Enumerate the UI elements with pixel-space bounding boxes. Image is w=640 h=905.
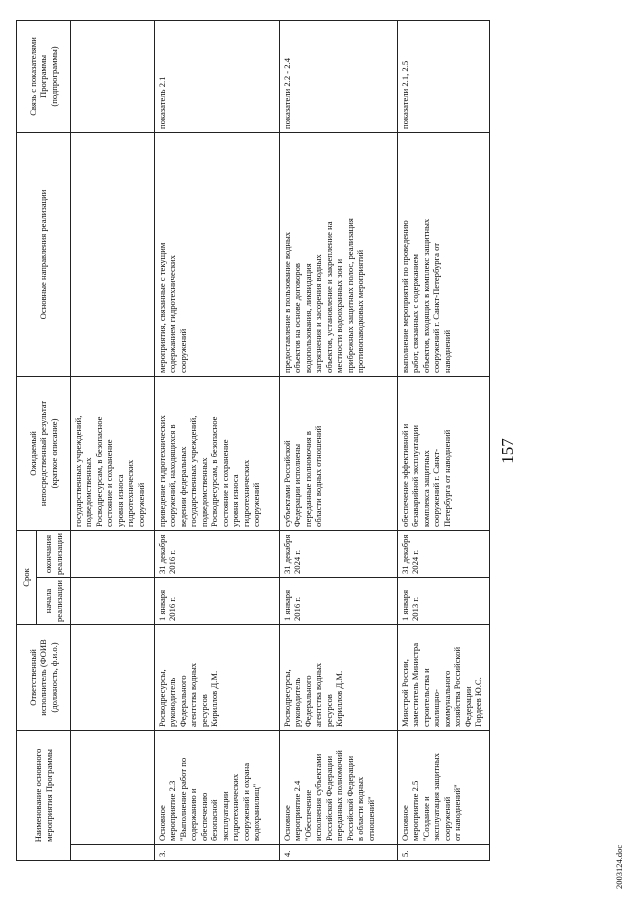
table-header-row [17,20,37,860]
table-row [398,20,490,860]
document-code: 2003124.doc [614,844,624,889]
header-directions: Основные направления реализации [17,132,71,376]
indicator-link: показатели 2.2 - 2.4 [280,20,398,132]
measure-name: Основное мероприятие 2.3 "Выполнение работ по содержанию и обеспечению безопасной эксплуатации гидротехнических сооружений и охрана водохранилищ" [155,730,280,844]
responsible-executor: Минстрой России, заместитель Министра строительства и жилищно- коммунального хозяйства Российской Федерации Гордеев Ю.С. [398,624,490,730]
continuation-result: государственных учреждений, подведомственных Росводресурсам, в безопасное состояние и сохранение уровня износа гидротехнических сооружений [71,376,155,530]
measure-name: Основное мероприятие 2.4 "Обеспечение исполнения субъектами Российской Федерации переданных полномочий Российской Федерации в области водных отношений" [280,730,398,844]
table-row [155,20,280,860]
header-result: Ожидаемый непосредственный результат (краткое описание) [17,376,71,530]
header-responsible: Ответственный исполнитель (ФОИВ (должность, ф.и.о.) [17,624,71,730]
end-date: 31 декабря 2016 г. [155,530,280,577]
table-row [280,20,398,860]
header-end: окончания реализации [37,530,71,577]
row-number: 5. [398,845,490,861]
header-start: начала реализации [37,577,71,624]
start-date: 1 января 2016 г. [280,577,398,624]
end-date: 31 декабря 2024 г. [398,530,490,577]
start-date: 1 января 2013 г. [398,577,490,624]
main-directions: предоставление в пользование водных объектов на основе договоров водопользования, ликвидация загрязнения и засорения водных объектов, установление и закрепление на местности водоохранных зон и прибрежных защитных полос, реализация противопаводковых мероприятий [280,132,398,376]
start-date: 1 января 2016 г. [155,577,280,624]
expected-result: обеспечение эффективной и безаварийной эксплуатации комплекса защитных сооружений г. Санкт- Петербурга от наводнений [398,376,490,530]
header-name: Наименование основного мероприятия Программы [17,730,71,860]
expected-result: субъектами Российской Федерации исполнены переданные полномочия в области водных отношений [280,376,398,530]
expected-result: приведение гидротехнических сооружений, находящихся в ведении федеральных государственных учреждений, подведомственных Росводресурсам, в безопасное состояние и сохранение уровня износа гидротехнических сооружений [155,376,280,530]
program-measures-table [16,20,490,861]
end-date: 31 декабря 2024 г. [280,530,398,577]
main-directions: выполнение мероприятий по проведению работ, связанных с содержанием объектов, входящих в комплекс защитных сооружений г. Санкт-Петербурга от наводнений [398,132,490,376]
row-number: 3. [155,845,280,861]
responsible-executor: Росводресурсы, руководитель Федерального агентства водных ресурсов Кириллов Д.М. [155,624,280,730]
indicator-link: показатель 2.1 [155,20,280,132]
measure-name: Основное мероприятие 2.5 "Создание и эксплуатация защитных сооружений от наводнений" [398,730,490,844]
indicator-link: показатели 2.1, 2.5 [398,20,490,132]
table-row-continuation [71,20,155,860]
responsible-executor: Росводресурсы, руководитель Федерального агентства водных ресурсов Кириллов Д.М. [280,624,398,730]
main-directions: мероприятия, связанные с текущим содержанием гидротехнических сооружений [155,132,280,376]
row-number: 4. [280,845,398,861]
page-number: 157 [498,438,517,464]
header-term: Срок [17,530,37,624]
header-link: Связь с показателями Программы (подпрограммы) [17,20,71,132]
